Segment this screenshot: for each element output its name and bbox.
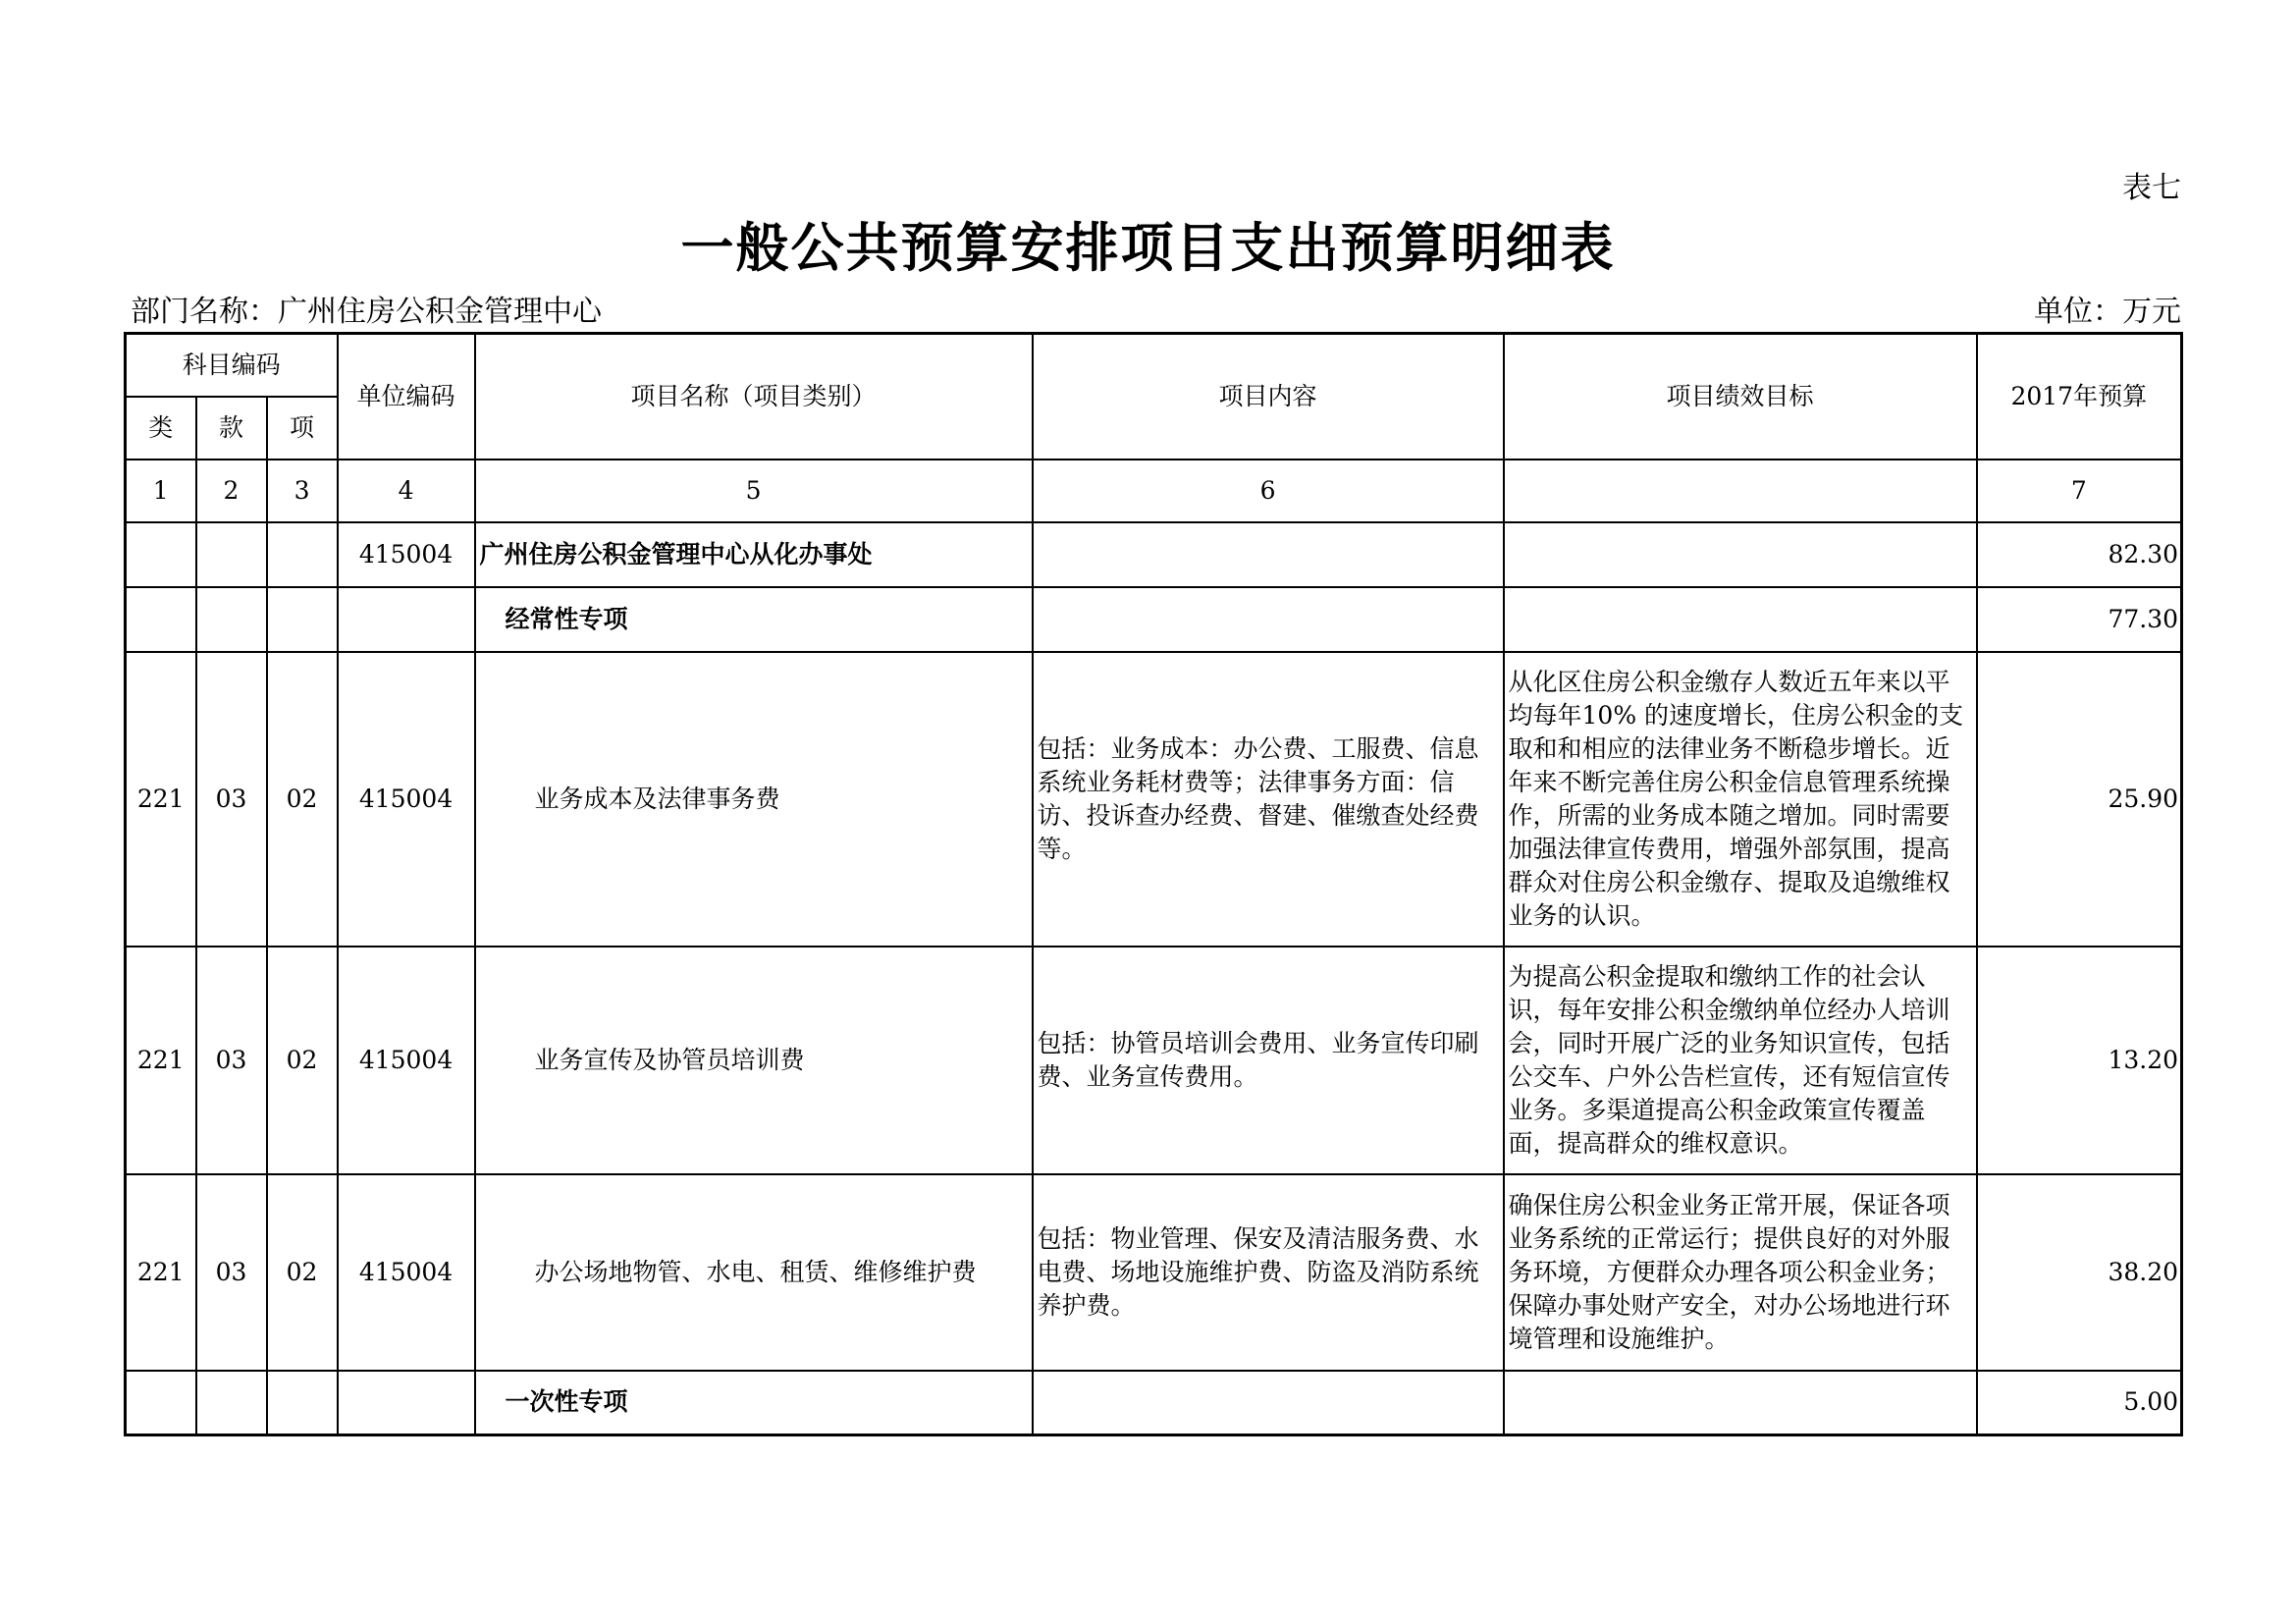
header-subject-code: 科目编码 (126, 334, 338, 397)
cell-performance-goal: 从化区住房公积金缴存人数近五年来以平均每年10% 的速度增长，住房公积金的支取和和相应的法律业务不断稳步增长。近年来不断完善住房公积金信息管理系统操作，所需的业务成本随之增加。同时需要加强法律宣传费用，增强外部氛围，提高群众对住房公积金缴存、提取及追缴维权业务的认识。 (1504, 652, 1977, 947)
cell-lei (126, 1371, 196, 1435)
cell-budget: 13.20 (1977, 947, 2182, 1174)
header-row (126, 334, 2182, 397)
column-number: 6 (1033, 460, 1504, 522)
cell-xiang (267, 1371, 338, 1435)
cell-budget: 82.30 (1977, 522, 2182, 587)
cell-performance-goal: 为提高公积金提取和缴纳工作的社会认识，每年安排公积金缴纳单位经办人培训会，同时开展广泛的业务知识宣传，包括公交车、户外公告栏宣传，还有短信宣传业务。多渠道提高公积金政策宣传覆盖面，提高群众的维权意识。 (1504, 947, 1977, 1174)
cell-xiang (267, 522, 338, 587)
cell-project-name: 广州住房公积金管理中心从化办事处 (475, 522, 1033, 587)
cell-budget: 38.20 (1977, 1174, 2182, 1371)
header-budget: 2017年预算 (1977, 334, 2182, 460)
cell-lei (126, 587, 196, 652)
cell-lei (126, 522, 196, 587)
table-row (126, 1174, 2182, 1371)
cell-project-content: 包括：业务成本：办公费、工服费、信息系统业务耗材费等；法律事务方面：信访、投诉查办经费、督建、催缴查处经费等。 (1033, 652, 1504, 947)
column-number: 5 (475, 460, 1033, 522)
cell-kuan (196, 587, 267, 652)
cell-project-content (1033, 522, 1504, 587)
cell-budget: 25.90 (1977, 652, 2182, 947)
cell-performance-goal (1504, 522, 1977, 587)
column-number: 3 (267, 460, 338, 522)
cell-project-name: 业务宣传及协管员培训费 (475, 947, 1033, 1174)
cell-budget: 5.00 (1977, 1371, 2182, 1435)
cell-kuan: 03 (196, 947, 267, 1174)
column-number-row (126, 460, 2182, 522)
cell-unit-code: 415004 (338, 652, 475, 947)
table-row (126, 587, 2182, 652)
currency-unit: 单位：万元 (2034, 295, 2181, 329)
header-project-content: 项目内容 (1033, 334, 1504, 460)
cell-kuan: 03 (196, 1174, 267, 1371)
cell-unit-code: 415004 (338, 1174, 475, 1371)
header-project-name: 项目名称（项目类别） (475, 334, 1033, 460)
table-row (126, 947, 2182, 1174)
cell-project-name: 经常性专项 (475, 587, 1033, 652)
cell-unit-code (338, 587, 475, 652)
page-title: 一般公共预算安排项目支出预算明细表 (680, 217, 1616, 279)
cell-performance-goal (1504, 587, 1977, 652)
cell-kuan (196, 522, 267, 587)
cell-project-name: 一次性专项 (475, 1371, 1033, 1435)
cell-project-name: 业务成本及法律事务费 (475, 652, 1033, 947)
cell-project-content (1033, 1371, 1504, 1435)
column-number (1504, 460, 1977, 522)
cell-unit-code: 415004 (338, 522, 475, 587)
table-row (126, 652, 2182, 947)
department-name: 部门名称：广州住房公积金管理中心 (131, 295, 602, 329)
cell-xiang: 02 (267, 652, 338, 947)
header-lei: 类 (126, 397, 196, 460)
header-xiang: 项 (267, 397, 338, 460)
table-row (126, 1371, 2182, 1435)
table-number: 表七 (2122, 171, 2181, 205)
budget-table (124, 332, 2183, 1436)
cell-lei: 221 (126, 947, 196, 1174)
cell-xiang: 02 (267, 1174, 338, 1371)
cell-lei: 221 (126, 1174, 196, 1371)
cell-project-name: 办公场地物管、水电、租赁、维修维护费 (475, 1174, 1033, 1371)
table-row (126, 522, 2182, 587)
cell-performance-goal: 确保住房公积金业务正常开展，保证各项业务系统的正常运行；提供良好的对外服务环境，方便群众办理各项公积金业务；保障办事处财产安全，对办公场地进行环境管理和设施维护。 (1504, 1174, 1977, 1371)
cell-kuan: 03 (196, 652, 267, 947)
column-number: 2 (196, 460, 267, 522)
cell-kuan (196, 1371, 267, 1435)
cell-project-content (1033, 587, 1504, 652)
column-number: 7 (1977, 460, 2182, 522)
cell-unit-code: 415004 (338, 947, 475, 1174)
header-unit-code: 单位编码 (338, 334, 475, 460)
cell-performance-goal (1504, 1371, 1977, 1435)
header-kuan: 款 (196, 397, 267, 460)
cell-project-content: 包括：协管员培训会费用、业务宣传印刷费、业务宣传费用。 (1033, 947, 1504, 1174)
cell-budget: 77.30 (1977, 587, 2182, 652)
cell-unit-code (338, 1371, 475, 1435)
cell-lei: 221 (126, 652, 196, 947)
cell-xiang (267, 587, 338, 652)
column-number: 4 (338, 460, 475, 522)
header-performance-goal: 项目绩效目标 (1504, 334, 1977, 460)
column-number: 1 (126, 460, 196, 522)
cell-project-content: 包括：物业管理、保安及清洁服务费、水电费、场地设施维护费、防盗及消防系统养护费。 (1033, 1174, 1504, 1371)
cell-xiang: 02 (267, 947, 338, 1174)
